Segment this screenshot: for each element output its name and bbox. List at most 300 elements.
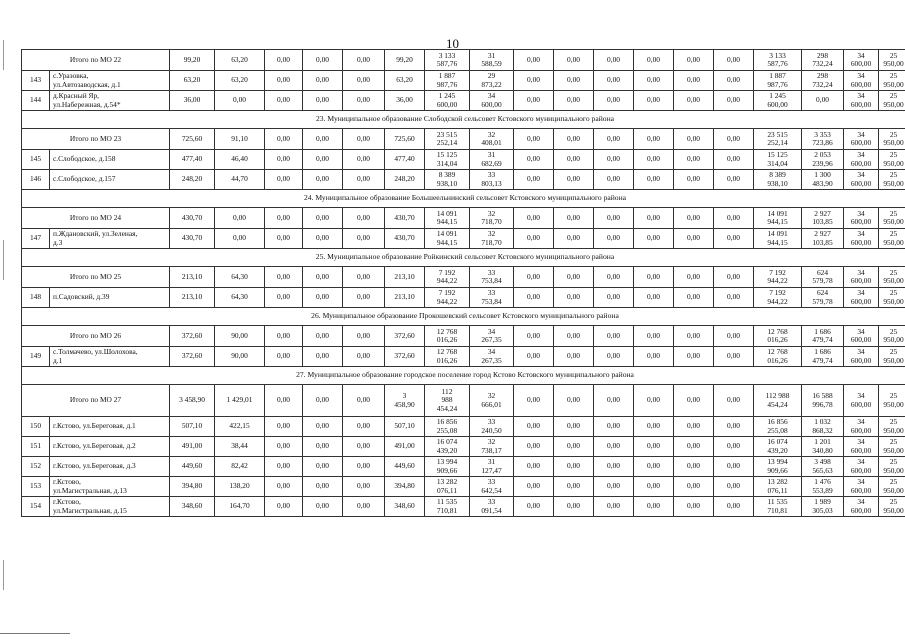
value-cell: 0,00 xyxy=(343,170,385,190)
value-cell: 0,00 xyxy=(634,288,674,308)
section-row xyxy=(22,111,905,129)
value-cell: 0,00 xyxy=(514,208,554,229)
margin-tick xyxy=(3,240,4,280)
value-cell: 0,00 xyxy=(634,497,674,517)
value-cell: 0,00 xyxy=(343,477,385,497)
value-cell: 0,00 xyxy=(514,150,554,170)
value-cell: 0,00 xyxy=(674,170,714,190)
margin-tick xyxy=(3,560,4,590)
value-cell: 25 950,00 xyxy=(879,91,905,111)
value-cell: 25 950,00 xyxy=(879,326,905,347)
table-row xyxy=(22,150,905,170)
row-number: 145 xyxy=(22,150,50,170)
value-cell: 0,00 xyxy=(215,208,265,229)
value-cell: 0,00 xyxy=(594,170,634,190)
row-number: 150 xyxy=(22,417,50,437)
value-cell: 0,00 xyxy=(265,71,303,91)
value-cell: 0,00 xyxy=(594,437,634,457)
table-row xyxy=(22,288,905,308)
value-cell: 0,00 xyxy=(674,91,714,111)
total-label: Итого по МО 26 xyxy=(22,326,170,347)
value-cell: 0,00 xyxy=(554,347,594,367)
value-cell: 449,60 xyxy=(170,457,215,477)
value-cell: 32 666,01 xyxy=(470,385,514,417)
value-cell: 0,00 xyxy=(634,71,674,91)
value-cell: 82,42 xyxy=(215,457,265,477)
value-cell: 0,00 xyxy=(215,91,265,111)
value-cell: 7 192 944,22 xyxy=(754,267,802,288)
value-cell: 0,00 xyxy=(594,288,634,308)
value-cell: 0,00 xyxy=(554,170,594,190)
value-cell: 0,00 xyxy=(554,208,594,229)
address-cell: п.Ждановский, ул.Зеленая, д.3 xyxy=(50,229,170,249)
table-row xyxy=(22,497,905,517)
value-cell: 0,00 xyxy=(514,170,554,190)
value-cell: 1 245 600,00 xyxy=(425,91,470,111)
value-cell: 7 192 944,22 xyxy=(425,288,470,308)
value-cell: 63,20 xyxy=(215,50,265,71)
value-cell: 0,00 xyxy=(303,229,343,249)
value-cell: 0,00 xyxy=(265,477,303,497)
value-cell: 0,00 xyxy=(594,129,634,150)
value-cell: 0,00 xyxy=(343,417,385,437)
total-label: Итого по МО 27 xyxy=(22,385,170,417)
value-cell: 0,00 xyxy=(634,326,674,347)
value-cell: 34 600,00 xyxy=(844,477,879,497)
value-cell: 0,00 xyxy=(594,50,634,71)
value-cell: 0,00 xyxy=(265,288,303,308)
value-cell: 12 768 016,26 xyxy=(425,347,470,367)
value-cell: 0,00 xyxy=(714,477,754,497)
section-row xyxy=(22,367,905,385)
value-cell: 34 600,00 xyxy=(470,91,514,111)
value-cell: 0,00 xyxy=(514,385,554,417)
value-cell: 34 600,00 xyxy=(844,208,879,229)
value-cell: 0,00 xyxy=(594,347,634,367)
value-cell: 0,00 xyxy=(265,326,303,347)
value-cell: 0,00 xyxy=(514,91,554,111)
value-cell: 14 091 944,15 xyxy=(754,208,802,229)
value-cell: 25 950,00 xyxy=(879,385,905,417)
value-cell: 32 738,17 xyxy=(470,437,514,457)
value-cell: 0,00 xyxy=(594,477,634,497)
value-cell: 7 192 944,22 xyxy=(425,267,470,288)
value-cell: 624 579,78 xyxy=(802,267,844,288)
value-cell: 507,10 xyxy=(170,417,215,437)
value-cell: 13 282 076,11 xyxy=(425,477,470,497)
value-cell: 25 950,00 xyxy=(879,50,905,71)
value-cell: 0,00 xyxy=(265,50,303,71)
row-number: 147 xyxy=(22,229,50,249)
value-cell: 0,00 xyxy=(265,170,303,190)
value-cell: 14 091 944,15 xyxy=(754,229,802,249)
value-cell: 0,00 xyxy=(303,385,343,417)
value-cell: 348,60 xyxy=(385,497,425,517)
value-cell: 44,70 xyxy=(215,170,265,190)
value-cell: 0,00 xyxy=(514,129,554,150)
table-row xyxy=(22,437,905,457)
value-cell: 0,00 xyxy=(594,71,634,91)
value-cell: 0,00 xyxy=(554,150,594,170)
value-cell: 0,00 xyxy=(303,497,343,517)
value-cell: 0,00 xyxy=(634,170,674,190)
total-label: Итого по МО 22 xyxy=(22,50,170,71)
value-cell: 99,20 xyxy=(385,50,425,71)
value-cell: 36,00 xyxy=(385,91,425,111)
value-cell: 34 600,00 xyxy=(844,326,879,347)
row-number: 146 xyxy=(22,170,50,190)
value-cell: 0,00 xyxy=(634,437,674,457)
value-cell: 25 950,00 xyxy=(879,497,905,517)
value-cell: 725,60 xyxy=(385,129,425,150)
value-cell: 0,00 xyxy=(674,385,714,417)
value-cell: 164,70 xyxy=(215,497,265,517)
value-cell: 0,00 xyxy=(265,208,303,229)
value-cell: 0,00 xyxy=(303,50,343,71)
value-cell: 0,00 xyxy=(265,91,303,111)
value-cell: 33 803,13 xyxy=(470,170,514,190)
value-cell: 34 600,00 xyxy=(844,457,879,477)
value-cell: 0,00 xyxy=(343,71,385,91)
value-cell: 14 091 944,15 xyxy=(425,229,470,249)
value-cell: 430,70 xyxy=(385,208,425,229)
address-cell: г.Кстово, ул.Береговая, д.3 xyxy=(50,457,170,477)
value-cell: 23 515 252,14 xyxy=(754,129,802,150)
value-cell: 0,00 xyxy=(514,417,554,437)
value-cell: 1 245 600,00 xyxy=(754,91,802,111)
value-cell: 0,00 xyxy=(674,457,714,477)
value-cell: 0,00 xyxy=(343,437,385,457)
value-cell: 64,30 xyxy=(215,267,265,288)
value-cell: 0,00 xyxy=(634,417,674,437)
row-number: 153 xyxy=(22,477,50,497)
value-cell: 0,00 xyxy=(714,208,754,229)
value-cell: 0,00 xyxy=(714,347,754,367)
value-cell: 0,00 xyxy=(265,347,303,367)
value-cell: 34 600,00 xyxy=(844,170,879,190)
value-cell: 1 989 305,03 xyxy=(802,497,844,517)
value-cell: 0,00 xyxy=(634,208,674,229)
value-cell: 25 950,00 xyxy=(879,457,905,477)
value-cell: 25 950,00 xyxy=(879,288,905,308)
value-cell: 34 600,00 xyxy=(844,497,879,517)
value-cell: 422,15 xyxy=(215,417,265,437)
value-cell: 32 718,70 xyxy=(470,208,514,229)
value-cell: 34 600,00 xyxy=(844,347,879,367)
value-cell: 3 458,90 xyxy=(385,385,425,417)
value-cell: 3 458,90 xyxy=(170,385,215,417)
value-cell: 0,00 xyxy=(343,326,385,347)
row-number: 143 xyxy=(22,71,50,91)
value-cell: 0,00 xyxy=(554,457,594,477)
value-cell: 1 201 340,80 xyxy=(802,437,844,457)
value-cell: 90,00 xyxy=(215,347,265,367)
value-cell: 0,00 xyxy=(265,417,303,437)
section-row xyxy=(22,249,905,267)
value-cell: 0,00 xyxy=(594,385,634,417)
value-cell: 0,00 xyxy=(594,208,634,229)
value-cell: 0,00 xyxy=(554,497,594,517)
value-cell: 33 091,54 xyxy=(470,497,514,517)
value-cell: 34 600,00 xyxy=(844,385,879,417)
value-cell: 0,00 xyxy=(674,229,714,249)
value-cell: 34 600,00 xyxy=(844,71,879,91)
value-cell: 0,00 xyxy=(514,326,554,347)
value-cell: 0,00 xyxy=(594,150,634,170)
value-cell: 25 950,00 xyxy=(879,229,905,249)
table-body xyxy=(22,50,905,517)
total-row xyxy=(22,385,905,417)
value-cell: 0,00 xyxy=(343,150,385,170)
value-cell: 0,00 xyxy=(554,288,594,308)
value-cell: 0,00 xyxy=(714,50,754,71)
value-cell: 0,00 xyxy=(634,129,674,150)
value-cell: 0,00 xyxy=(554,417,594,437)
value-cell: 491,00 xyxy=(170,437,215,457)
value-cell: 0,00 xyxy=(303,129,343,150)
value-cell: 0,00 xyxy=(634,150,674,170)
total-row xyxy=(22,129,905,150)
value-cell: 0,00 xyxy=(674,267,714,288)
table-row xyxy=(22,229,905,249)
value-cell: 477,40 xyxy=(170,150,215,170)
value-cell: 0,00 xyxy=(634,347,674,367)
table-row xyxy=(22,347,905,367)
value-cell: 15 125 314,04 xyxy=(754,150,802,170)
value-cell: 298 732,24 xyxy=(802,50,844,71)
value-cell: 16 074 439,20 xyxy=(754,437,802,457)
value-cell: 0,00 xyxy=(674,437,714,457)
table-row xyxy=(22,417,905,437)
value-cell: 0,00 xyxy=(343,208,385,229)
value-cell: 0,00 xyxy=(215,229,265,249)
value-cell: 1 300 483,90 xyxy=(802,170,844,190)
value-cell: 0,00 xyxy=(674,288,714,308)
value-cell: 0,00 xyxy=(554,477,594,497)
value-cell: 2 927 103,85 xyxy=(802,229,844,249)
value-cell: 0,00 xyxy=(343,347,385,367)
value-cell: 394,80 xyxy=(170,477,215,497)
section-title: 23. Муниципальное образование Слободской сельсовет Кстовского муниципального района xyxy=(22,111,905,129)
value-cell: 0,00 xyxy=(674,326,714,347)
value-cell: 0,00 xyxy=(674,477,714,497)
value-cell: 0,00 xyxy=(714,288,754,308)
value-cell: 34 600,00 xyxy=(844,288,879,308)
value-cell: 0,00 xyxy=(303,326,343,347)
value-cell: 14 091 944,15 xyxy=(425,208,470,229)
value-cell: 33 240,50 xyxy=(470,417,514,437)
value-cell: 34 600,00 xyxy=(844,91,879,111)
value-cell: 16 856 255,08 xyxy=(425,417,470,437)
value-cell: 0,00 xyxy=(514,347,554,367)
value-cell: 0,00 xyxy=(714,457,754,477)
value-cell: 0,00 xyxy=(594,229,634,249)
address-cell: г.Кстово, ул.Магистральная, д.13 xyxy=(50,477,170,497)
section-row xyxy=(22,190,905,208)
row-number: 154 xyxy=(22,497,50,517)
value-cell: 0,00 xyxy=(265,229,303,249)
value-cell: 0,00 xyxy=(634,385,674,417)
value-cell: 0,00 xyxy=(514,71,554,91)
value-cell: 0,00 xyxy=(514,267,554,288)
value-cell: 248,20 xyxy=(170,170,215,190)
value-cell: 0,00 xyxy=(634,457,674,477)
value-cell: 46,40 xyxy=(215,150,265,170)
value-cell: 0,00 xyxy=(554,91,594,111)
value-cell: 0,00 xyxy=(303,347,343,367)
value-cell: 1 686 479,74 xyxy=(802,347,844,367)
value-cell: 0,00 xyxy=(634,50,674,71)
value-cell: 1 032 868,32 xyxy=(802,417,844,437)
row-number: 144 xyxy=(22,91,50,111)
value-cell: 23 515 252,14 xyxy=(425,129,470,150)
value-cell: 0,00 xyxy=(303,267,343,288)
value-cell: 36,00 xyxy=(170,91,215,111)
total-row xyxy=(22,326,905,347)
value-cell: 0,00 xyxy=(554,229,594,249)
value-cell: 1 686 479,74 xyxy=(802,326,844,347)
value-cell: 3 498 565,63 xyxy=(802,457,844,477)
value-cell: 0,00 xyxy=(265,150,303,170)
value-cell: 0,00 xyxy=(634,267,674,288)
value-cell: 25 950,00 xyxy=(879,437,905,457)
value-cell: 213,10 xyxy=(385,288,425,308)
value-cell: 0,00 xyxy=(303,170,343,190)
value-cell: 34 600,00 xyxy=(844,229,879,249)
value-cell: 33 753,84 xyxy=(470,267,514,288)
value-cell: 34 600,00 xyxy=(844,150,879,170)
value-cell: 0,00 xyxy=(303,208,343,229)
value-cell: 0,00 xyxy=(674,417,714,437)
value-cell: 624 579,78 xyxy=(802,288,844,308)
value-cell: 0,00 xyxy=(594,457,634,477)
value-cell: 25 950,00 xyxy=(879,129,905,150)
value-cell: 12 768 016,26 xyxy=(754,326,802,347)
value-cell: 12 768 016,26 xyxy=(425,326,470,347)
value-cell: 430,70 xyxy=(170,208,215,229)
value-cell: 11 535 710,81 xyxy=(754,497,802,517)
value-cell: 34 267,35 xyxy=(470,326,514,347)
value-cell: 0,00 xyxy=(514,457,554,477)
value-cell: 34 600,00 xyxy=(844,437,879,457)
address-cell: с.Слободское, д.157 xyxy=(50,170,170,190)
value-cell: 248,20 xyxy=(385,170,425,190)
value-cell: 3 353 723,86 xyxy=(802,129,844,150)
value-cell: 0,00 xyxy=(265,267,303,288)
value-cell: 213,10 xyxy=(170,267,215,288)
value-cell: 13 282 076,11 xyxy=(754,477,802,497)
section-row xyxy=(22,308,905,326)
value-cell: 1 476 553,89 xyxy=(802,477,844,497)
value-cell: 0,00 xyxy=(594,326,634,347)
value-cell: 33 753,84 xyxy=(470,288,514,308)
data-table xyxy=(21,49,905,517)
value-cell: 0,00 xyxy=(674,497,714,517)
value-cell: 0,00 xyxy=(554,326,594,347)
value-cell: 0,00 xyxy=(303,417,343,437)
value-cell: 112 988 454,24 xyxy=(754,385,802,417)
value-cell: 63,20 xyxy=(170,71,215,91)
value-cell: 725,60 xyxy=(170,129,215,150)
value-cell: 0,00 xyxy=(343,50,385,71)
value-cell: 0,00 xyxy=(265,457,303,477)
value-cell: 0,00 xyxy=(265,385,303,417)
value-cell: 0,00 xyxy=(554,267,594,288)
value-cell: 25 950,00 xyxy=(879,150,905,170)
value-cell: 25 950,00 xyxy=(879,267,905,288)
total-row xyxy=(22,50,905,71)
value-cell: 0,00 xyxy=(514,288,554,308)
value-cell: 25 950,00 xyxy=(879,417,905,437)
value-cell: 0,00 xyxy=(714,417,754,437)
section-title: 25. Муниципальное образование Ройкинский сельсовет Кстовского муниципального района xyxy=(22,249,905,267)
value-cell: 0,00 xyxy=(554,129,594,150)
value-cell: 0,00 xyxy=(674,129,714,150)
row-number: 148 xyxy=(22,288,50,308)
value-cell: 138,20 xyxy=(215,477,265,497)
value-cell: 38,44 xyxy=(215,437,265,457)
value-cell: 0,00 xyxy=(634,91,674,111)
value-cell: 63,20 xyxy=(385,71,425,91)
value-cell: 0,00 xyxy=(714,229,754,249)
value-cell: 430,70 xyxy=(170,229,215,249)
value-cell: 0,00 xyxy=(343,91,385,111)
value-cell: 0,00 xyxy=(343,385,385,417)
value-cell: 0,00 xyxy=(265,437,303,457)
value-cell: 477,40 xyxy=(385,150,425,170)
value-cell: 0,00 xyxy=(554,71,594,91)
value-cell: 0,00 xyxy=(714,326,754,347)
address-cell: г.Кстово, ул.Береговая, д.1 xyxy=(50,417,170,437)
address-cell: г.Кстово, ул.Магистральная, д.15 xyxy=(50,497,170,517)
row-number: 152 xyxy=(22,457,50,477)
value-cell: 8 389 938,10 xyxy=(425,170,470,190)
value-cell: 0,00 xyxy=(303,71,343,91)
value-cell: 213,10 xyxy=(170,288,215,308)
table-row xyxy=(22,457,905,477)
value-cell: 34 600,00 xyxy=(844,129,879,150)
value-cell: 2 053 239,96 xyxy=(802,150,844,170)
value-cell: 0,00 xyxy=(554,385,594,417)
value-cell: 12 768 016,26 xyxy=(754,347,802,367)
value-cell: 0,00 xyxy=(303,288,343,308)
value-cell: 0,00 xyxy=(343,229,385,249)
total-label: Итого по МО 25 xyxy=(22,267,170,288)
value-cell: 0,00 xyxy=(714,150,754,170)
value-cell: 31 127,47 xyxy=(470,457,514,477)
value-cell: 25 950,00 xyxy=(879,347,905,367)
value-cell: 0,00 xyxy=(594,417,634,437)
address-cell: п.Садовский, д.39 xyxy=(50,288,170,308)
table-row xyxy=(22,170,905,190)
value-cell: 507,10 xyxy=(385,417,425,437)
value-cell: 1 887 987,76 xyxy=(425,71,470,91)
value-cell: 0,00 xyxy=(343,497,385,517)
value-cell: 298 732,24 xyxy=(802,71,844,91)
value-cell: 0,00 xyxy=(303,91,343,111)
value-cell: 32 408,01 xyxy=(470,129,514,150)
value-cell: 0,00 xyxy=(714,170,754,190)
value-cell: 63,20 xyxy=(215,71,265,91)
value-cell: 90,00 xyxy=(215,326,265,347)
value-cell: 25 950,00 xyxy=(879,477,905,497)
value-cell: 1 429,01 xyxy=(215,385,265,417)
value-cell: 7 192 944,22 xyxy=(754,288,802,308)
value-cell: 31 588,59 xyxy=(470,50,514,71)
value-cell: 0,00 xyxy=(674,150,714,170)
value-cell: 29 873,22 xyxy=(470,71,514,91)
value-cell: 394,80 xyxy=(385,477,425,497)
